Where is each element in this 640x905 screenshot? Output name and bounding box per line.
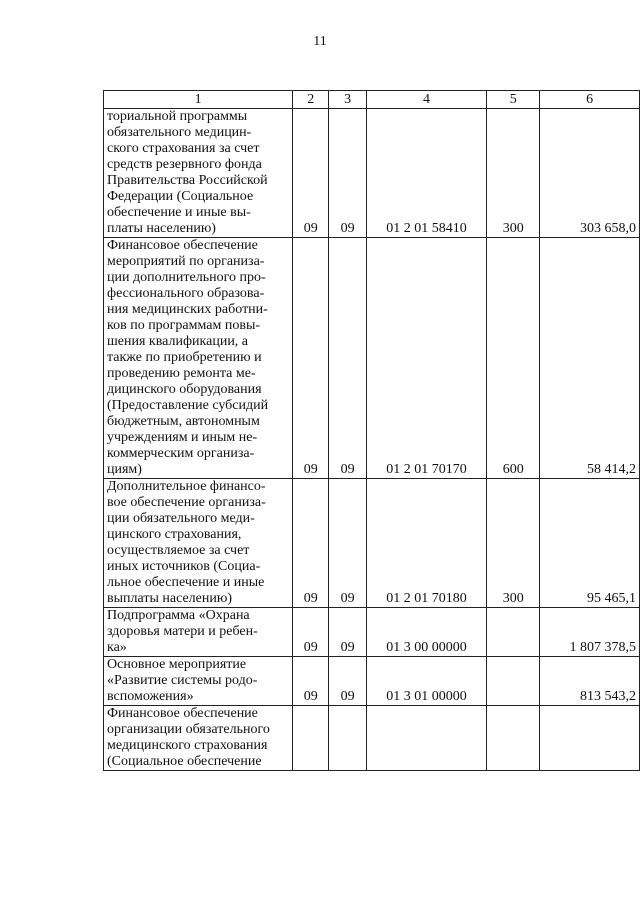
- amount-cell: 303 658,0: [540, 109, 640, 238]
- row-name-line: «Развитие системы родо-: [107, 673, 258, 688]
- target-item-code-cell: 01 2 01 70180: [366, 479, 487, 608]
- expense-type-cell: 600: [487, 238, 540, 479]
- row-name-text: [107, 657, 289, 705]
- row-name-line: ка»: [107, 640, 127, 655]
- table-row: [104, 479, 640, 608]
- row-name-cell: [104, 238, 293, 479]
- table-row: [104, 109, 640, 238]
- row-name-line: учреждениям и иным не-: [107, 430, 258, 445]
- row-name-cell: [104, 479, 293, 608]
- table-row: [104, 657, 640, 706]
- row-name-line: организации обязательного: [107, 722, 270, 737]
- row-name-line: (Предоставление субсидий: [107, 398, 269, 413]
- row-name-line: здоровья матери и ребен-: [107, 624, 258, 639]
- row-name-line: мероприятий по организа-: [107, 254, 265, 269]
- section-code-cell: 09: [293, 608, 329, 657]
- target-item-code-cell: 01 3 01 00000: [366, 657, 487, 706]
- budget-table: [103, 90, 640, 771]
- target-item-code-cell: 01 2 01 70170: [366, 238, 487, 479]
- target-item-code-cell: 01 2 01 58410: [366, 109, 487, 238]
- row-name-text: [107, 479, 289, 607]
- expense-type-cell: [487, 657, 540, 706]
- row-name-line: ния медицинских работни-: [107, 302, 268, 317]
- expense-type-cell: [487, 608, 540, 657]
- row-name-line: фессионального образова-: [107, 286, 265, 301]
- row-name-line: льное обеспечение и иные: [107, 575, 265, 590]
- row-name-line: Дополнительное финансо-: [107, 479, 266, 494]
- table-row: [104, 608, 640, 657]
- column-header: 2: [293, 91, 329, 109]
- target-item-code-cell: 01 3 00 00000: [366, 608, 487, 657]
- section-code-cell: 09: [293, 479, 329, 608]
- row-name-line: Правительства Российской: [107, 173, 268, 188]
- expense-type-cell: 300: [487, 479, 540, 608]
- column-header: 1: [104, 91, 293, 109]
- amount-cell: [540, 706, 640, 771]
- page-number: 11: [313, 34, 327, 49]
- row-name-line: проведению ремонта ме-: [107, 366, 256, 381]
- row-name-text: [107, 706, 289, 770]
- row-name-line: бюджетным, автономным: [107, 414, 260, 429]
- row-name-line: коммерческим организа-: [107, 446, 255, 461]
- subsection-code-cell: [329, 706, 366, 771]
- row-name-line: ского страхования за счет: [107, 141, 260, 156]
- row-name-line: (Социальное обеспечение: [107, 754, 262, 769]
- row-name-line: вспоможения»: [107, 689, 194, 704]
- row-name-line: Финансовое обеспечение: [107, 706, 258, 721]
- subsection-code-cell: 09: [329, 238, 366, 479]
- row-name-line: Финансовое обеспечение: [107, 238, 258, 253]
- table-row: [104, 238, 640, 479]
- row-name-text: [107, 109, 289, 237]
- subsection-code-cell: 09: [329, 479, 366, 608]
- row-name-text: [107, 238, 289, 478]
- expense-type-cell: 300: [487, 109, 540, 238]
- section-code-cell: 09: [293, 109, 329, 238]
- subsection-code-cell: 09: [329, 608, 366, 657]
- section-code-cell: 09: [293, 238, 329, 479]
- row-name-line: платы населению): [107, 221, 216, 236]
- target-item-code-cell: [366, 706, 487, 771]
- row-name-line: цинского страхования,: [107, 527, 242, 542]
- table-body: [104, 109, 640, 771]
- section-code-cell: [293, 706, 329, 771]
- row-name-cell: [104, 608, 293, 657]
- column-header: 5: [487, 91, 540, 109]
- row-name-line: иных источников (Социа-: [107, 559, 261, 574]
- row-name-line: Подпрограмма «Охрана: [107, 608, 250, 623]
- row-name-cell: [104, 109, 293, 238]
- row-name-line: средств резервного фонда: [107, 157, 262, 172]
- row-name-line: шения квалификации, а: [107, 334, 249, 349]
- row-name-line: обеспечение и иные вы-: [107, 205, 251, 220]
- subsection-code-cell: 09: [329, 109, 366, 238]
- row-name-line: ков по программам повы-: [107, 318, 261, 333]
- row-name-line: также по приобретению и: [107, 350, 262, 365]
- row-name-line: дицинского оборудования: [107, 382, 262, 397]
- row-name-line: циям): [107, 462, 142, 477]
- row-name-text: [107, 608, 289, 656]
- row-name-line: Федерации (Социальное: [107, 189, 254, 204]
- row-name-line: Основное мероприятие: [107, 657, 247, 672]
- section-code-cell: 09: [293, 657, 329, 706]
- row-name-line: медицинского страхования: [107, 738, 268, 753]
- row-name-line: обязательного медицин-: [107, 125, 252, 140]
- row-name-line: ции обязательного меди-: [107, 511, 255, 526]
- row-name-line: вое обеспечение организа-: [107, 495, 266, 510]
- row-name-cell: [104, 657, 293, 706]
- amount-cell: 1 807 378,5: [540, 608, 640, 657]
- row-name-line: ториальной программы: [107, 109, 248, 124]
- row-name-line: выплаты населению): [107, 591, 232, 606]
- expense-type-cell: [487, 706, 540, 771]
- row-name-line: осуществляемое за счет: [107, 543, 250, 558]
- column-header: 4: [366, 91, 487, 109]
- column-header: 3: [329, 91, 366, 109]
- header-row: [104, 91, 640, 109]
- amount-cell: 95 465,1: [540, 479, 640, 608]
- amount-cell: 58 414,2: [540, 238, 640, 479]
- column-header: 6: [540, 91, 640, 109]
- subsection-code-cell: 09: [329, 657, 366, 706]
- row-name-cell: [104, 706, 293, 771]
- row-name-line: ции дополнительного про-: [107, 270, 266, 285]
- amount-cell: 813 543,2: [540, 657, 640, 706]
- table-row: [104, 706, 640, 771]
